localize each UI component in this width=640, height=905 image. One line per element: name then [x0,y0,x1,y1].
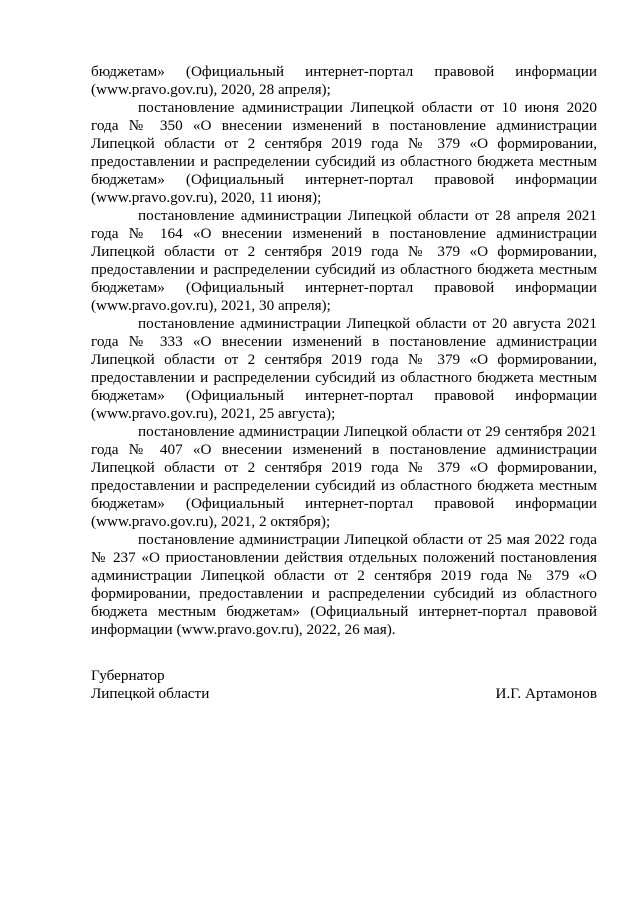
signatory-name: И.Г. Артамонов [495,685,597,702]
paragraph-resolution-2021-164: постановление администрации Липецкой области от 28 апреля 2021 года № 164 «О внесении изменений в постановление администрации Липецкой области от 2 сентября 2019 года № 379 «О формировании, предоставлении и распределении субсидий из областного бюджета местным бюджетам» (Официальный интернет-портал правовой информации (www.pravo.gov.ru), 2021, 30 апреля); [91,207,597,314]
signature-block [91,667,597,703]
signature-line-1 [91,667,597,685]
paragraph-continuation: бюджетам» (Официальный интернет-портал правовой информации (www.pravo.gov.ru), 2020, 28 апреля); [91,63,597,98]
paragraph-resolution-2021-407: постановление администрации Липецкой области от 29 сентября 2021 года № 407 «О внесении изменений в постановление администрации Липецкой области от 2 сентября 2019 года № 379 «О формировании, предоставлении и распределении субсидий из областного бюджета местным бюджетам» (Официальный интернет-портал правовой информации (www.pravo.gov.ru), 2021, 2 октября); [91,423,597,530]
signature-line-2 [91,685,597,703]
paragraph-resolution-2020-350: постановление администрации Липецкой области от 10 июня 2020 года № 350 «О внесении изменений в постановление администрации Липецкой области от 2 сентября 2019 года № 379 «О формировании, предоставлении и распределении субсидий из областного бюджета местным бюджетам» (Официальный интернет-портал правовой информации (www.pravo.gov.ru), 2020, 11 июня); [91,99,597,206]
document-body [91,63,597,639]
paragraph-resolution-2021-333: постановление администрации Липецкой области от 20 августа 2021 года № 333 «О внесении изменений в постановление администрации Липецкой области от 2 сентября 2019 года № 379 «О формировании, предоставлении и распределении субсидий из областного бюджета местным бюджетам» (Официальный интернет-портал правовой информации (www.pravo.gov.ru), 2021, 25 августа); [91,315,597,422]
paragraph-resolution-2022-237: постановление администрации Липецкой области от 25 мая 2022 года № 237 «О приостановлении действия отдельных положений постановления администрации Липецкой области от 2 сентября 2019 года № 379 «О формировании, предоставлении и распределении субсидий из областного бюджета местным бюджетам» (Официальный интернет-портал правовой информации (www.pravo.gov.ru), 2022, 26 мая). [91,531,597,638]
signatory-region: Липецкой области [91,685,210,702]
signatory-position: Губернатор [91,667,165,684]
